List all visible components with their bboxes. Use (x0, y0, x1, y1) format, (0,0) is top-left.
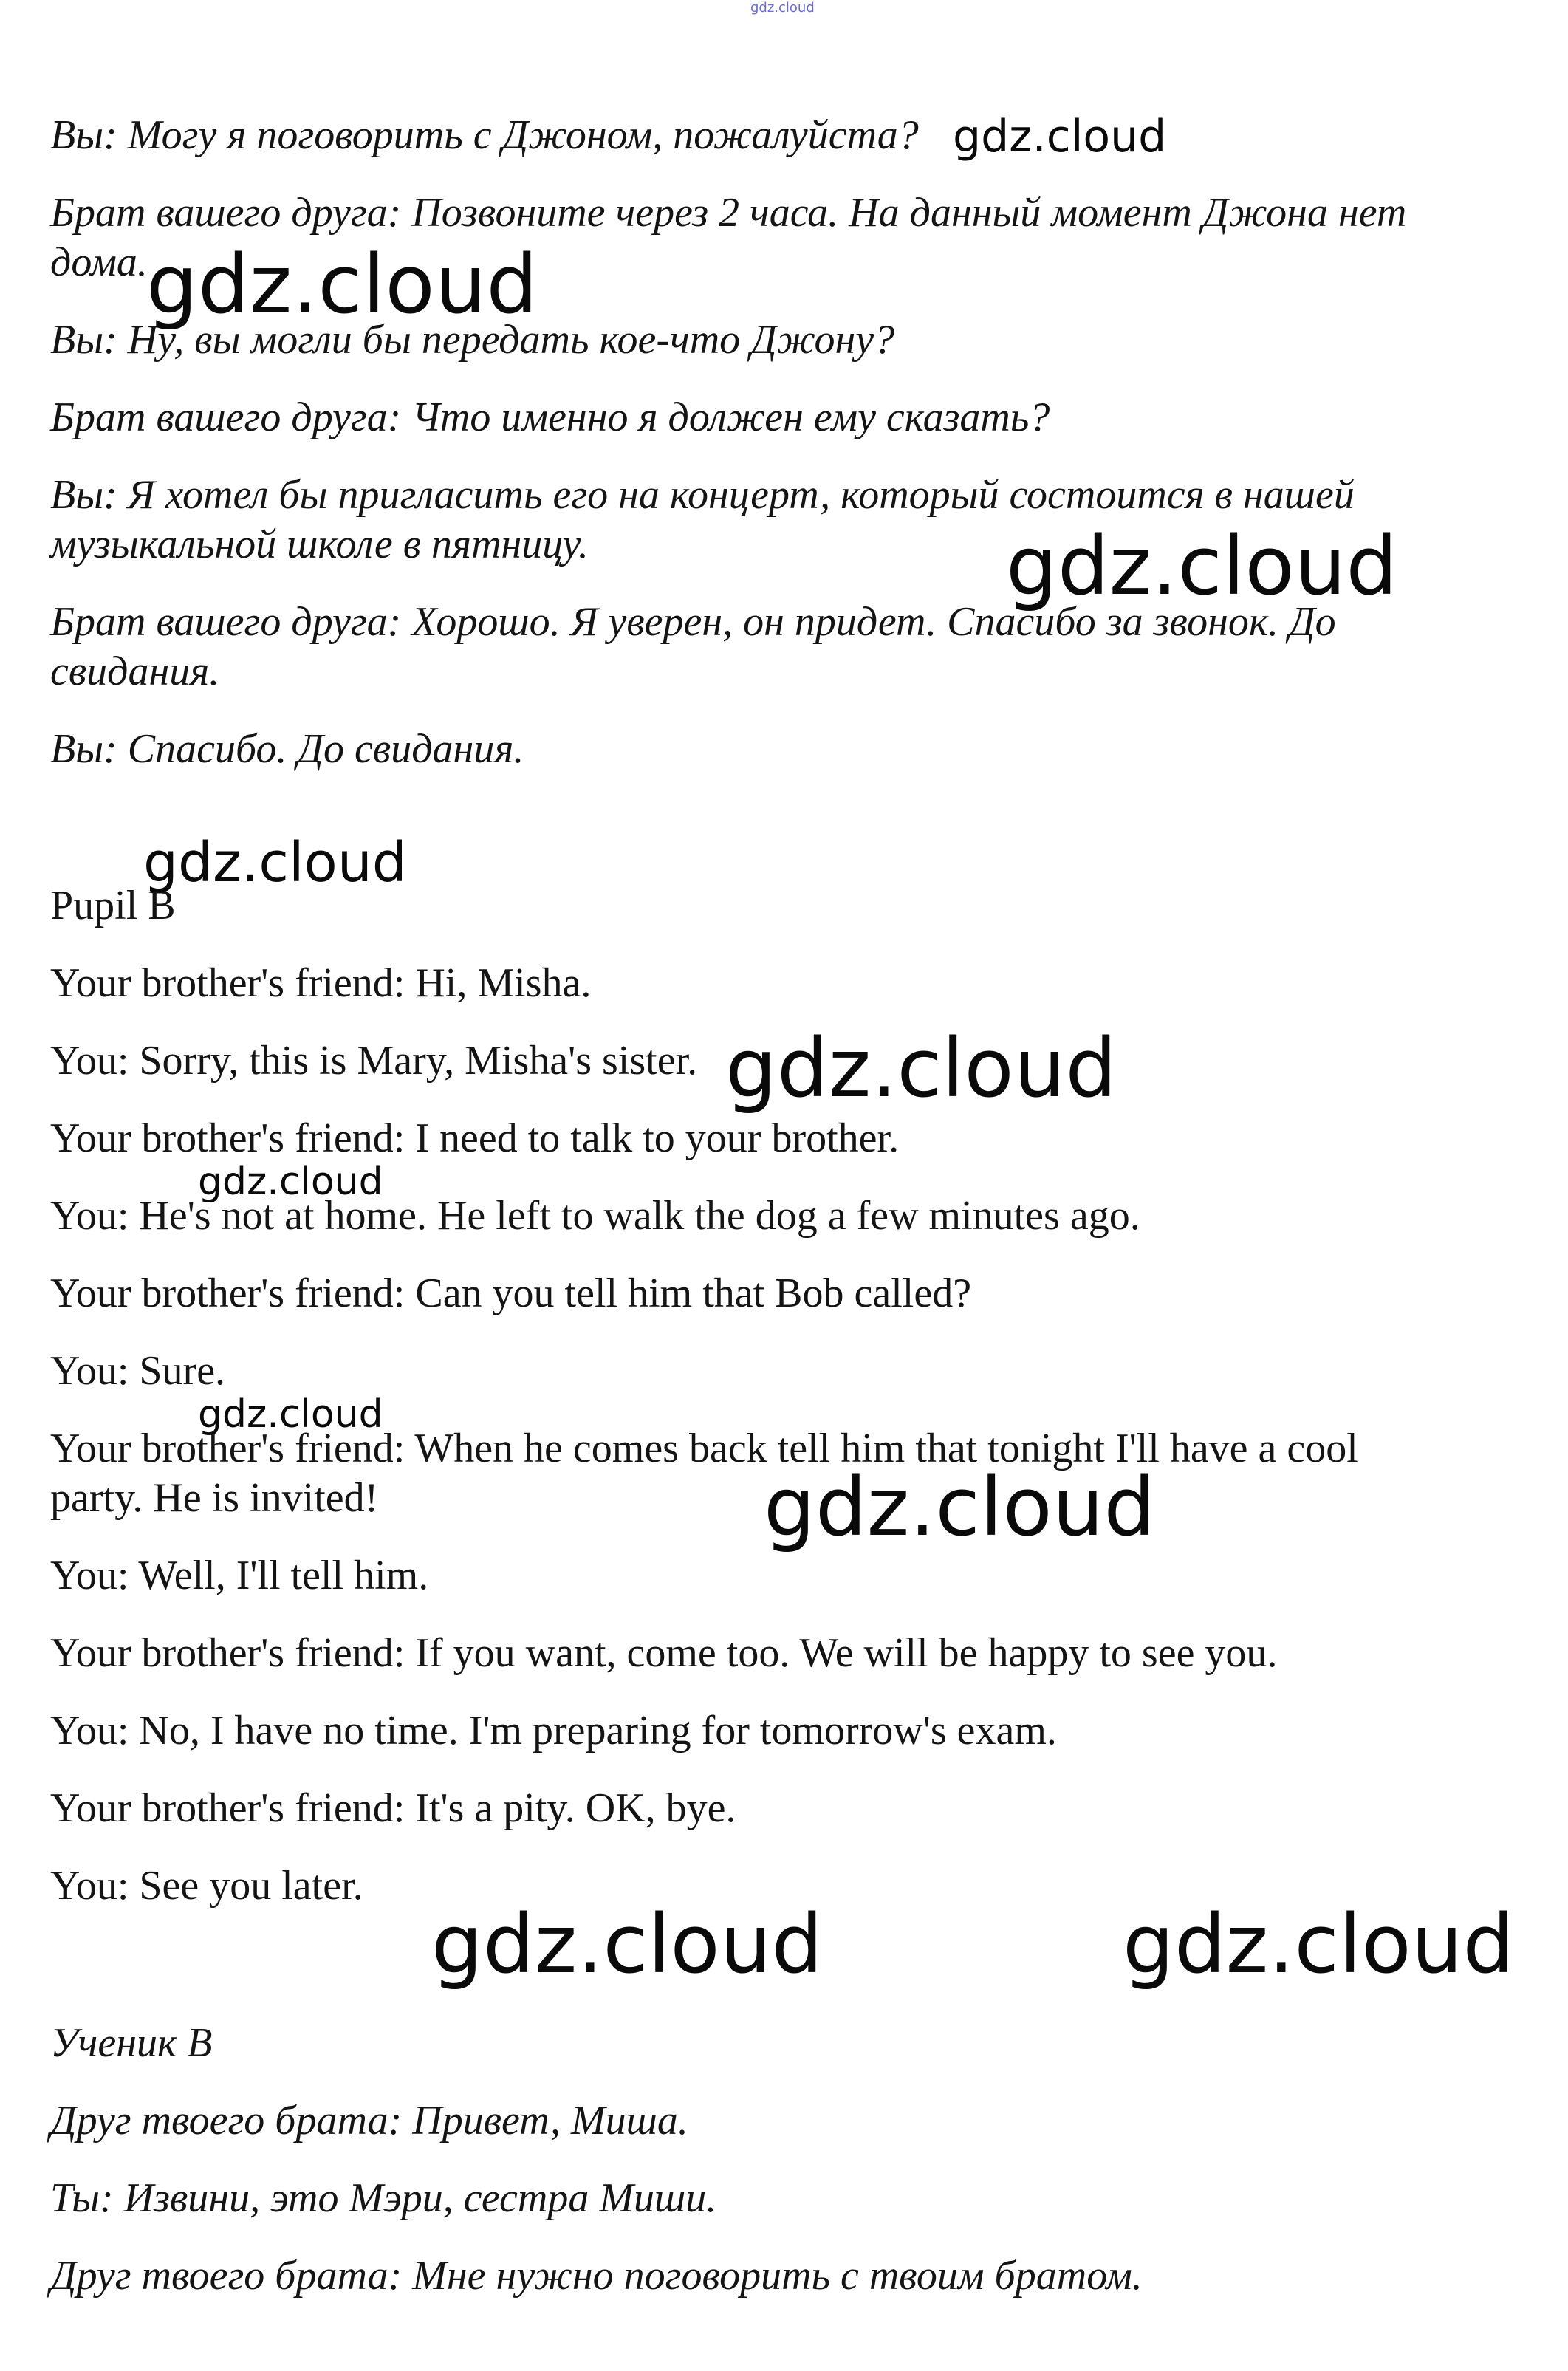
dialog-line: party. He is invited! (50, 1475, 379, 1521)
dialog-line: You: Well, I'll tell him. (50, 1553, 429, 1598)
dialog-line: You: Sorry, this is Mary, Misha's sister. (50, 1038, 698, 1084)
dialog-line: Your brother's friend: Can you tell him that Bob called? (50, 1270, 972, 1316)
section-heading: Pupil B (50, 883, 176, 928)
dialog-line: Друг твоего брата: Привет, Миша. (50, 2098, 688, 2144)
dialog-line: Друг твоего брата: Мне нужно поговорить с твоим братом. (50, 2253, 1143, 2299)
watermark: gdz.cloud (143, 831, 407, 894)
dialog-line: Брат вашего друга: Что именно я должен ему сказать? (50, 394, 1050, 440)
watermark: gdz.cloud (431, 1897, 824, 1991)
dialog-line: Your brother's friend: If you want, come too. We will be happy to see you. (50, 1630, 1278, 1676)
dialog-line: дома. (50, 239, 148, 285)
dialog-line: You: No, I have no time. I'm preparing for tomorrow's exam. (50, 1708, 1057, 1754)
dialog-line: Вы: Спасибо. До свидания. (50, 726, 524, 772)
dialog-line: Your brother's friend: I need to talk to your brother. (50, 1115, 900, 1161)
watermark: gdz.cloud (725, 1021, 1117, 1115)
watermark: gdz.cloud (146, 237, 538, 332)
dialog-line: Ты: Извини, это Мэри, сестра Миши. (50, 2175, 717, 2221)
dialog-line: Your brother's friend: When he comes back tell him that tonight I'll have a cool (50, 1426, 1358, 1471)
dialog-line: Вы: Могу я поговорить с Джоном, пожалуйста? (50, 112, 919, 158)
header-watermark: gdz.cloud (750, 0, 815, 16)
dialog-line: Вы: Я хотел бы пригласить его на концерт, который состоится в нашей (50, 472, 1355, 518)
section-heading: Ученик В (50, 2020, 213, 2066)
dialog-line: Брат вашего друга: Хорошо. Я уверен, он придет. Спасибо за звонок. До (50, 599, 1336, 645)
dialog-line: You: See you later. (50, 1863, 363, 1909)
watermark: gdz.cloud (198, 1392, 383, 1437)
watermark: gdz.cloud (953, 111, 1167, 162)
dialog-line: You: Sure. (50, 1348, 226, 1394)
watermark: gdz.cloud (1123, 1897, 1515, 1991)
dialog-line: Your brother's friend: It's a pity. OK, bye. (50, 1785, 736, 1831)
watermark: gdz.cloud (764, 1460, 1156, 1554)
dialog-line: You: He's not at home. He left to walk the dog a few minutes ago. (50, 1193, 1140, 1239)
watermark: gdz.cloud (198, 1160, 383, 1204)
dialog-line: Брат вашего друга: Позвоните через 2 часа. На данный момент Джона нет (50, 190, 1407, 236)
dialog-line: музыкальной школе в пятницу. (50, 521, 589, 567)
dialog-line: Вы: Ну, вы могли бы передать кое-что Джону? (50, 317, 895, 363)
dialog-line: Your brother's friend: Hi, Misha. (50, 960, 592, 1006)
watermark: gdz.cloud (1006, 519, 1398, 613)
dialog-line: свидания. (50, 649, 220, 694)
